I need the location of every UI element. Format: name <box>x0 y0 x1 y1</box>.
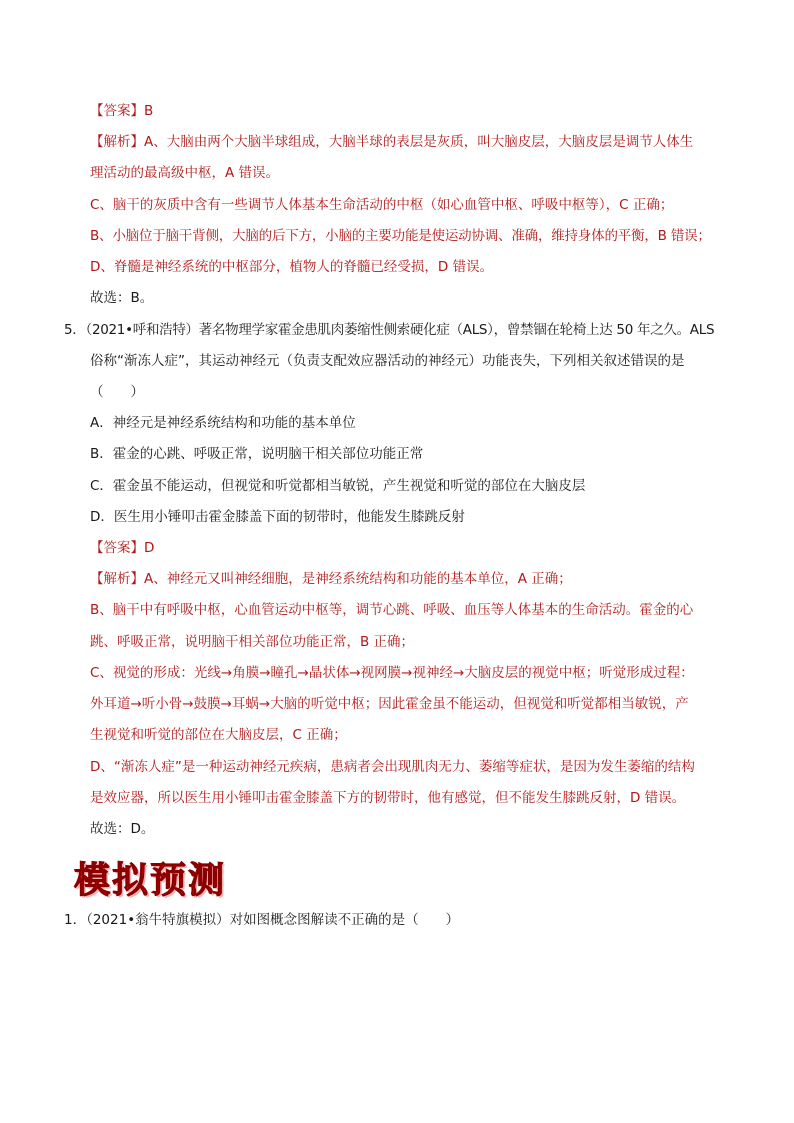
q5-conclusion: 故选：D。 <box>90 821 155 837</box>
q4-analysis-line-4: B、小脑位于脑干背侧，大脑的后下方，小脑的主要功能是使运动协调、准确，维持身体的平衡，B 错误； <box>90 228 711 244</box>
q5-analysis-line-3: 跳、呼吸正常，说明脑干相关部位功能正常，B 正确； <box>90 634 415 650</box>
answer-tag: 【答案】 <box>90 103 144 119</box>
answer-value: B <box>144 103 154 119</box>
q5-option-a: A．神经元是神经系统结构和功能的基本单位 <box>90 415 356 431</box>
q5-stem-line-3: （ ） <box>90 384 144 400</box>
q4-conclusion: 故选：B。 <box>90 290 154 306</box>
q5-analysis-line-5: 外耳道→听小骨→鼓膜→耳蜗→大脑的听觉中枢；因此霍金虽不能运动，但视觉和听觉都相当敏锐，产 <box>90 696 689 712</box>
q5-stem-line-2: 俗称“渐冻人症”，其运动神经元（负责支配效应器活动的神经元）功能丧失，下列相关叙述错误的是 <box>90 353 685 369</box>
q5-answer <box>90 538 154 558</box>
answer-tag: 【答案】 <box>90 540 144 556</box>
q4-analysis-line-5: D、脊髓是神经系统的中枢部分，植物人的脊髓已经受损，D 错误。 <box>90 259 494 275</box>
q5-analysis-line-8: 是效应器，所以医生用小锤叩击霍金膝盖下方的韧带时，他有感觉，但不能发生膝跳反射，D 错误。 <box>90 790 686 806</box>
q5-analysis-line-1: 【解析】A、神经元又叫神经细胞，是神经系统结构和功能的基本单位，A 正确； <box>90 571 572 587</box>
q1-stem: 1．（2021•翁牛特旗模拟）对如图概念图解读不正确的是（ ） <box>64 912 460 928</box>
q5-analysis-line-4: C、视觉的形成：光线→角膜→瞳孔→晶状体→视网膜→视神经→大脑皮层的视觉中枢；听觉形成过程： <box>90 665 694 681</box>
analysis-tag: 【解析】 <box>90 571 144 587</box>
q4-analysis-line-2: 理活动的最高级中枢，A 错误。 <box>90 165 280 181</box>
section-banner: 模拟预测 <box>74 860 227 901</box>
q5-option-c: C．霍金虽不能运动，但视觉和听觉都相当敏锐，产生视觉和听觉的部位在大脑皮层 <box>90 478 586 494</box>
q5-option-b: B．霍金的心跳、呼吸正常，说明脑干相关部位功能正常 <box>90 446 424 462</box>
q5-analysis-line-2: B、脑干中有呼吸中枢，心血管运动中枢等，调节心跳、呼吸、血压等人体基本的生命活动。霍金的心 <box>90 602 694 618</box>
q5-stem-line-1: 5．（2021•呼和浩特）著名物理学家霍金患肌肉萎缩性侧索硬化症（ALS），曾禁锢在轮椅上达 50 年之久。ALS <box>64 322 715 338</box>
answer-value: D <box>144 540 155 556</box>
analysis-tag: 【解析】 <box>90 134 144 150</box>
q5-analysis-line-7: D、“渐冻人症”是一种运动神经元疾病，患病者会出现肌肉无力、萎缩等症状，是因为发生萎缩的结构 <box>90 759 695 775</box>
q5-option-d: D．医生用小锤叩击霍金膝盖下面的韧带时，他能发生膝跳反射 <box>90 509 465 525</box>
q4-analysis-line-3: C、脑干的灰质中含有一些调节人体基本生命活动的中枢（如心血管中枢、呼吸中枢等），C 正确； <box>90 197 674 213</box>
q4-analysis-line-1: 【解析】A、大脑由两个大脑半球组成，大脑半球的表层是灰质，叫大脑皮层，大脑皮层是调节人体生 <box>90 134 694 150</box>
q4-answer <box>90 101 153 121</box>
q5-analysis-line-6: 生视觉和听觉的部位在大脑皮层，C 正确； <box>90 727 347 743</box>
